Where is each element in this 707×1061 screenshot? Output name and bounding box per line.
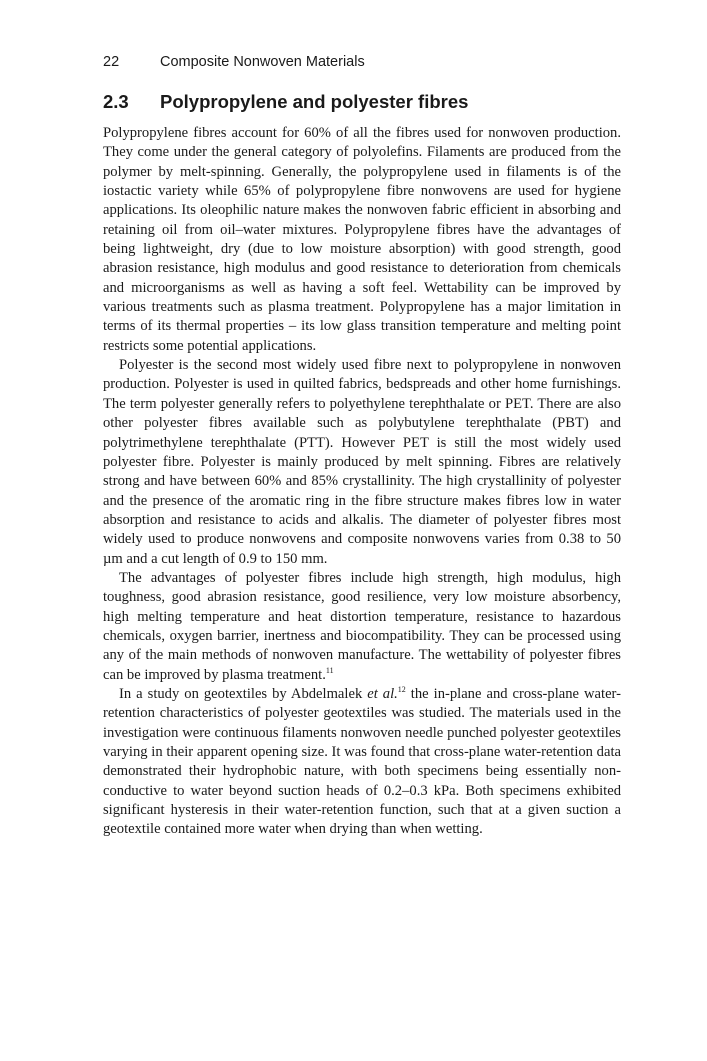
running-title: Composite Nonwoven Materials [160, 54, 365, 70]
section-title: Polypropylene and polyester fibres [160, 91, 469, 112]
section-number: 2.3 [103, 91, 129, 112]
paragraph-polyester [103, 356, 621, 569]
paragraph-text: Polypropylene fibres account for 60% of all the fibres used for nonwoven production. They come under the general category of polyolefins. Filaments are produced from the polymer by melt-spinning. Generally, the polypropylene used in filaments is of the iostactic variety while 65% of polypropylene fibre nonwovens are used for hygiene applications. Its oleophilic nature makes the nonwoven fabric efficient in absorbing and retaining oil from oil–water mixtures. Polypropylene fibres have the advantages of being lightweight, dry (due to low moisture absorption) with good strength, good abrasion resistance, high modulus and good resistance to deterioration from chemicals and microorganisms as well as having a soft feel. Wettability can be improved by various treatments such as plasma treatment. Polypropylene has a major limitation in terms of its thermal properties – its low glass transition temperature and melting point restricts some potential applications. [103, 125, 621, 354]
paragraph-text: the in-plane and cross-plane water-retention characteristics of polyester geotextiles was studied. The materials used in the investigation were continuous filaments nonwoven needle punched polyester geotextiles varying in their apparent opening size. It was found that cross-plane water-retention data demonstrated their hydrophobic nature, with both specimens being essentially non-conductive to water beyond suction heads of 0.2–0.3 kPa. Both specimens exhibited significant hysteresis in their water-retention function, such that at a given suction a geotextile contained more water when drying than when wetting. [103, 685, 621, 838]
paragraph-geotextiles [103, 685, 621, 840]
citation-et-al: et al. [367, 685, 398, 702]
reference-marker: 12 [397, 684, 406, 694]
page-number: 22 [103, 54, 120, 70]
running-header [103, 54, 365, 70]
paragraph-text: In a study on geotextiles by Abdelmalek [119, 685, 368, 702]
paragraph-polypropylene [103, 124, 621, 356]
section-heading [103, 91, 468, 113]
reference-marker: 11 [325, 665, 334, 675]
paragraph-text: The advantages of polyester fibres include high strength, high modulus, high toughness, good abrasion resistance, good resilience, very low moisture absorbency, high melting temperature and heat distortion temperature, resistance to hazardous chemicals, oxygen barrier, inertness and biocompatibility. They can be processed using any of the main methods of nonwoven manufacture. The wettability of polyester fibres can be improved by plasma treatment. [103, 569, 621, 683]
body-text [103, 124, 621, 840]
paragraph-text: Polyester is the second most widely used fibre next to polypropylene in nonwoven production. Polyester is used in quilted fabrics, bedspreads and other home furnishings. The term polyester generally refers to polyethylene terephthalate or PET. There are also other polyester fibres available such as polybutylene terephthalate (PBT) and polytrimethylene terephthalate (PTT). However PET is still the most widely used polyester fibre. Polyester is mainly produced by melt spinning. Fibres are relatively strong and have between 60% and 85% crystallinity. The high crystallinity of polyester and the presence of the aromatic ring in the fibre structure makes fibres low in water absorption and resistance to acids and alkalis. The diameter of polyester fibres most widely used to produce nonwovens and composite nonwovens varies from 0.38 to 50 µm and a cut length of 0.9 to 150 mm. [103, 357, 621, 567]
paragraph-polyester-advantages [103, 569, 621, 685]
